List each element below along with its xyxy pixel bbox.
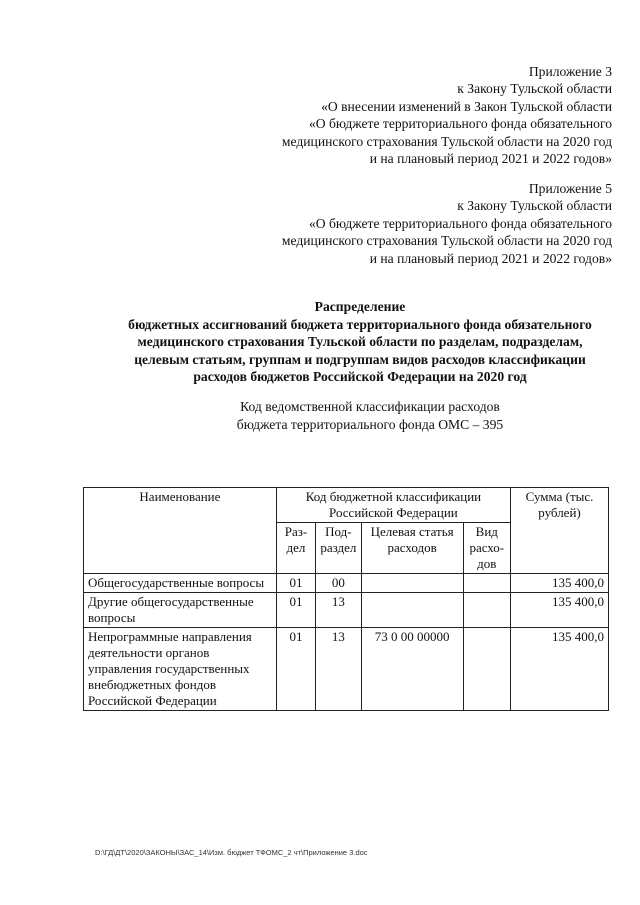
document-title: [70, 298, 640, 386]
title-line: медицинского страхования Тульской области по разделам, подразделам,: [137, 334, 583, 350]
cell-section: 01: [276, 593, 315, 628]
cell-target-article: [361, 593, 463, 628]
appendix-line: медицинского страхования Тульской области на 2020 год: [281, 233, 612, 249]
appendix-line: и на плановый период 2021 и 2022 годов»: [369, 250, 612, 266]
cell-expense-type: [463, 628, 510, 711]
appendix-line: «О бюджете территориального фонда обязательного: [308, 215, 612, 231]
cell-subsection: 13: [316, 628, 361, 711]
cell-target-article: [361, 574, 463, 593]
cell-sum: 135 400,0: [511, 593, 609, 628]
cell-target-article: 73 0 00 00000: [361, 628, 463, 711]
table-row: [84, 574, 609, 593]
title-line: расходов бюджетов Российской Федерации на 2020 год: [193, 369, 527, 385]
cell-name: Другие общегосударственные вопросы: [84, 593, 277, 628]
cell-subsection: 00: [316, 574, 361, 593]
cell-sum: 135 400,0: [511, 628, 609, 711]
appendix-line: Приложение 5: [528, 181, 612, 196]
code-note-line: Код ведомственной классификации расходов: [240, 399, 500, 414]
appendix-line: «О бюджете территориального фонда обязательного: [308, 116, 612, 132]
budget-table: [83, 487, 609, 711]
title-line: Распределение: [314, 299, 406, 314]
code-note-line: бюджета территориального фонда ОМС – 395: [236, 417, 504, 432]
cell-subsection: 13: [316, 593, 361, 628]
appendix-line: Приложение 3: [528, 64, 612, 79]
header-name: Наименование: [84, 488, 277, 574]
title-line: целевым статьям, группам и подгруппам видов расходов классификации: [134, 351, 586, 367]
cell-sum: 135 400,0: [511, 574, 609, 593]
header-code-group: Код бюджетной классификации Российской Федерации: [276, 488, 510, 523]
appendix-line: и на плановый период 2021 и 2022 годов»: [369, 151, 612, 167]
table-header-row: [84, 488, 609, 523]
header-target-article: Целевая статья расходов: [361, 523, 463, 574]
appendix-header-original: [282, 180, 612, 267]
cell-name: Общегосударственные вопросы: [84, 574, 277, 593]
header-subsection: Под-раздел: [316, 523, 361, 574]
file-path-footer: D:\ГД\ДТ\2020\ЗАКОНЫ\ЗАС_14\Изм. бюджет ТФОМС_2 чт\Приложение 3.doc: [95, 848, 368, 857]
appendix-header-current: [282, 63, 612, 167]
appendix-line: медицинского страхования Тульской области на 2020 год: [281, 133, 612, 149]
department-code-note: [200, 398, 540, 434]
header-sum: Сумма (тыс. рублей): [511, 488, 609, 574]
appendix-line: к Закону Тульской области: [457, 81, 612, 97]
table-row: [84, 628, 609, 711]
cell-expense-type: [463, 574, 510, 593]
cell-expense-type: [463, 593, 510, 628]
appendix-line: к Закону Тульской области: [457, 198, 612, 214]
cell-section: 01: [276, 574, 315, 593]
header-section: Раз-дел: [276, 523, 315, 574]
cell-section: 01: [276, 628, 315, 711]
title-line: бюджетных ассигнований бюджета территориального фонда обязательного: [128, 316, 592, 332]
appendix-line: «О внесении изменений в Закон Тульской области: [321, 98, 612, 114]
header-expense-type: Вид расхо-дов: [463, 523, 510, 574]
table-row: [84, 593, 609, 628]
cell-name: Непрограммные направления деятельности органов управления государственных внебюджетных фондов Российской Федерации: [84, 628, 277, 711]
